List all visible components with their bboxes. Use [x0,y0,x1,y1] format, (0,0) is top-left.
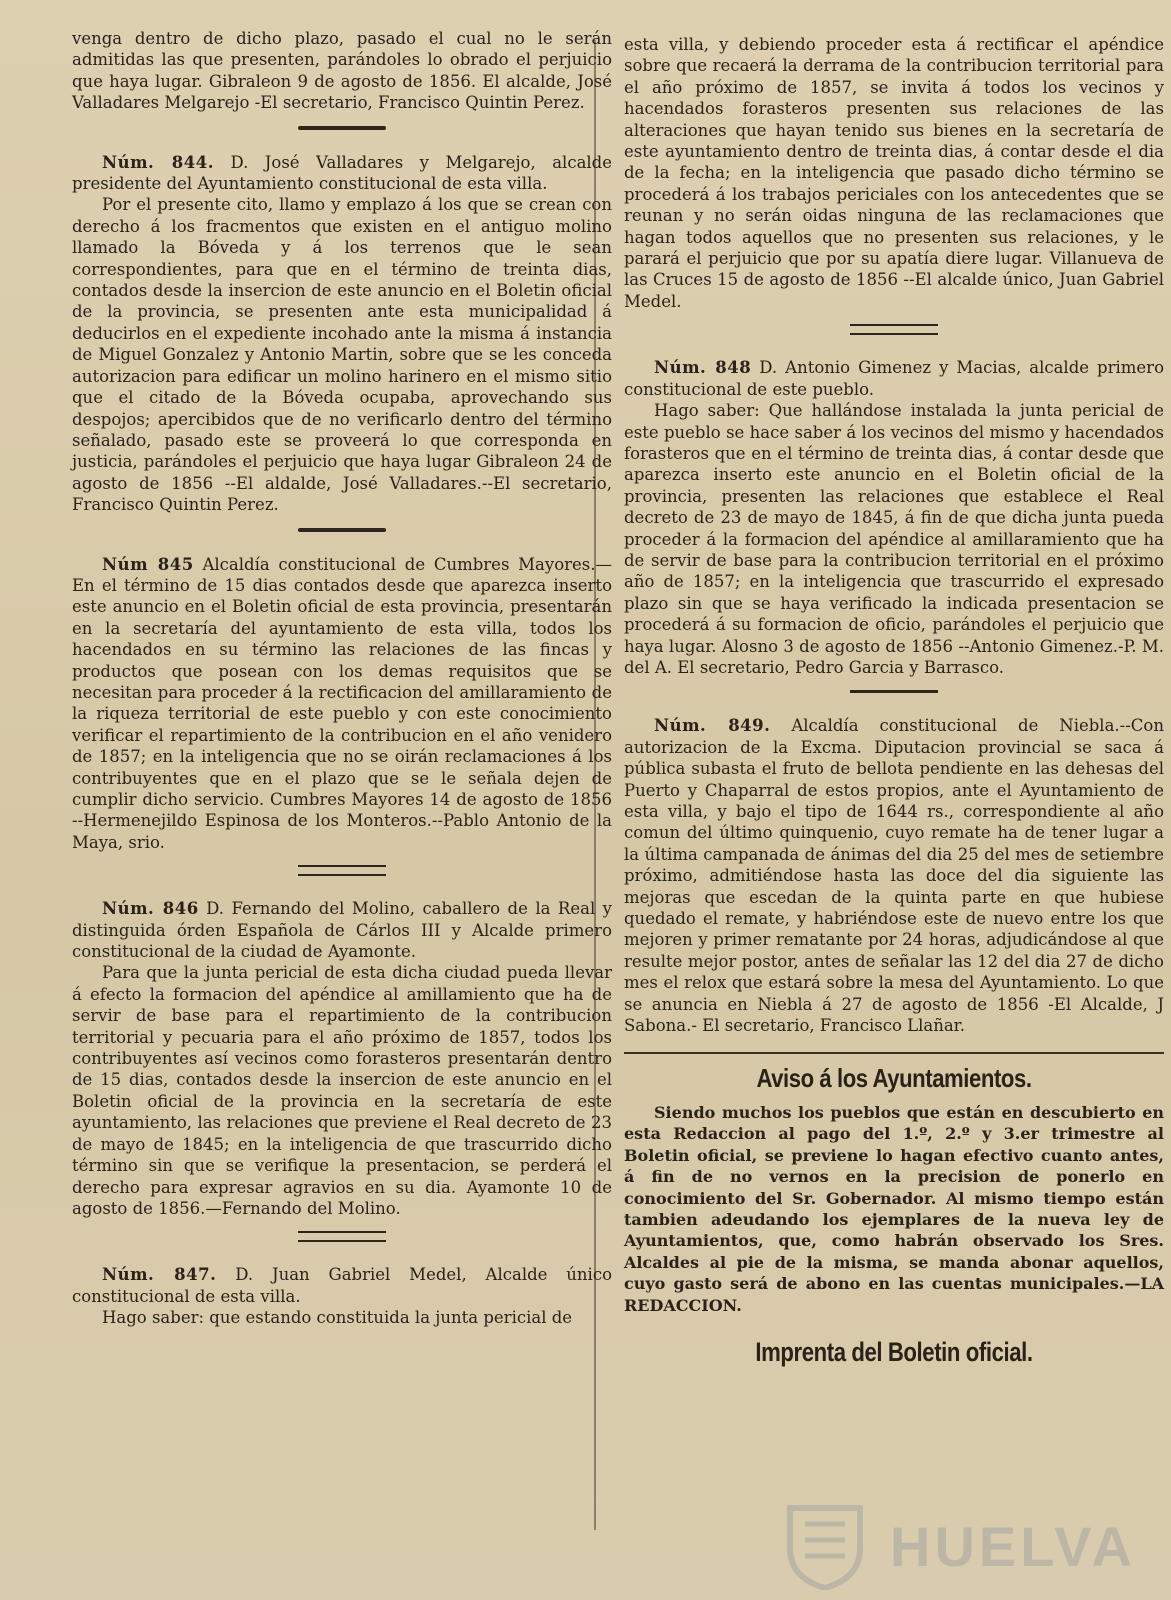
printer-imprint: Imprenta del Boletin oficial. [755,1336,1033,1367]
notice-number: Núm 845 [102,554,194,574]
notice-844-body: Por el presente cito, llamo y emplazo á los que se crean con derecho á los fracmentos que existen en el antiguo molino llamado la Bóveda y á los terrenos que le sean correspondientes, para que en el término de treinta dias, contados desde la insercion de este anuncio en el Boletin oficial de la provincia, se presenten ante esta municipalidad á deducirlos en el expediente incohado ante la misma á instancia de Miguel Gonzalez y Antonio Martin, sobre que se les conceda autorizacion para edificar un molino harinero en el mismo sitio que el citado de la Bóveda ocupaba, aprovechando sus despojos; apercibidos que de no verificarlo dentro del término señalado, pasado este se proveerá lo que corresponda en justicia, parándoles el perjuicio que haya lugar Gibraleon 24 de agosto de 1856 --El aldalde, José Valladares.--El secretario, Francisco Quintin Perez. [72,195,612,515]
notice-number: Núm. 847. [102,1265,217,1285]
left-column [72,28,612,1329]
notice-number: Núm. 849. [654,716,771,736]
aviso-body: Siendo muchos los pueblos que están en descubierto en esta Redaccion al pago del 1.º, 2.º y 3.er trimestre al Boletin oficial, se previene lo hagan efectivo cuanto antes, á fin de no vernos en la precision de ponerlo en conocimiento del Sr. Gobernador. Al mismo tiempo están tambien adeudando los ejemplares de la nueva ley de Ayuntamientos, que, como habrán observado los Sres. Alcaldes al pie de la misma, se manda abonar aquellos, cuyo gasto será de abono en las cuentas municipales.—LA REDACCION. [624,1102,1164,1315]
notice-number: Núm. 844. [102,152,214,172]
section-rule [624,1052,1164,1054]
notice-847-continued: esta villa, y debiendo proceder esta á rectificar el apéndice sobre que recaerá la derrama de la contribucion territorial para el año próximo de 1857, se invita á todos los vecinos y hacendados forasteros presenten sus relaciones de las alteraciones que hayan tenido sus bienes en la secretaría de este ayuntamiento dentro de treinta dias, á contar desde el dia de la fecha; en la inteligencia que pasado dicho término se procederá á los trabajos periciales con los antecedentes que se reunan y no serán oidas ninguna de las reclamaciones que hagan todos aquellos que no presenten sus relaciones, y le parará el perjuicio que por su apatía diere lugar. Villanueva de las Cruces 15 de agosto de 1856 --El alcalde único, Juan Gabriel Medel. [624,35,1164,311]
shield-icon [780,1500,870,1590]
separator [850,324,938,335]
notice-845-body: Núm 845 Alcaldía constitucional de Cumbres Mayores.—En el término de 15 dias contados desde que aparezca inserto este anuncio en el Boletin oficial de esta provincia, presentarán en la secretaría del ayuntamiento de esta villa, todos los hacendados en su término las relaciones de las fincas y productos que posean con los demas requisitos que se necesitan para proceder á la rectificacion del amillaramiento de la riqueza territorial de este pueblo y con este conocimiento verificar el repartimiento de la contribucion en el año venidero de 1857; en la inteligencia que no se oirán reclamaciones á los contribuyentes que en el plazo que se le señala dejen de cumplir dicho servicio. Cumbres Mayores 14 de agosto de 1856 --Hermenejildo Espinosa de los Monteros.--Pablo Antonio de la Maya, srio. [72,554,612,852]
right-column [624,34,1164,1367]
notice-number: Núm. 846 [102,899,199,919]
notice-number: Núm. 848 [654,358,752,378]
notice-847-body: Hago saber: que estando constituida la junta pericial de [102,1308,573,1328]
notice-847-heading: Núm. 847. D. Juan Gabriel Medel, Alcalde único constitucional de esta villa. [72,1265,613,1306]
separator [298,865,386,876]
notice-848-body: Hago saber: Que hallándose instalada la junta pericial de este pueblo se hace saber á los vecinos del mismo y hacendados forasteros que en el término de treinta dias, á contar desde que aparezca inserto este anuncio en el Boletin oficial de la provincia, presenten las relaciones que establece el Real decreto de 23 de mayo de 1845, á fin de que dicha junta pueda proceder á la formacion del apéndice al amillaramiento que ha de servir de base para la contribucion territorial en el próximo año de 1857; en la inteligencia que trascurrido el expresado plazo sin que se haya verificado la indicada presentacion se procederá á su formacion de oficio, parándoles el perjuicio que haya lugar. Alosno 3 de agosto de 1856 --Antonio Gimenez.-P. M. del A. El secretario, Pedro Garcia y Barrasco. [624,401,1164,677]
library-stamp-watermark [780,1500,1160,1590]
notice-846-heading: Núm. 846 D. Fernando del Molino, caballero de la Real y distinguida órden Española de Cárlos III y Alcalde primero constitucional de la ciudad de Ayamonte. [72,899,612,962]
separator [298,126,386,130]
continued-notice: venga dentro de dicho plazo, pasado el cual no le serán admitidas las que presenten, parándoles lo obrado el perjuicio que haya lugar. Gibraleon 9 de agosto de 1856. El alcalde, José Valladares Melgarejo -El secretario, Francisco Quintin Perez. [72,29,612,113]
notice-846-body: Para que la junta pericial de esta dicha ciudad pueda llevar á efecto la formacion del apéndice al amillamiento que ha de servir de base para el repartimiento de la contribucion territorial y pecuaria para el año próximo de 1857, todos los contribuyentes así vecinos como forasteros presentarán dentro de 15 dias, contados desde la insercion de este anuncio en el Boletin oficial de la provincia en la secretaría de este ayuntamiento, las relaciones que previene el Real decreto de 23 de mayo de 1845; en la inteligencia de que trascurrido dicho término sin que se verifique la presentacion, se perderá el derecho para expresar agravios en su dia. Ayamonte 10 de agosto de 1856.—Fernando del Molino. [72,963,612,1218]
separator [298,528,386,532]
notice-848-heading: Núm. 848 D. Antonio Gimenez y Macias, alcalde primero constitucional de este pueblo. [624,358,1164,399]
stamp-text: HUELVA [890,1515,1136,1578]
separator [298,1231,386,1242]
aviso-title: Aviso á los Ayuntamientos. [756,1063,1032,1094]
notice-844-heading: Núm. 844. D. José Valladares y Melgarejo, alcalde presidente del Ayuntamiento constitucional de esta villa. [72,152,613,194]
notice-849-body: Núm. 849. Alcaldía constitucional de Niebla.--Con autorizacion de la Excma. Diputacion provincial se saca á pública subasta el fruto de bellota pendiente en las dehesas del Puerto y Chaparral de estos propios, ante el Ayuntamiento de esta villa, y bajo el tipo de 1644 rs., correspondiente al año comun del último quinquenio, cuyo remate ha de tener lugar a la última campanada de ánimas del dia 25 del mes de setiembre próximo, admitiéndose hasta las doce del dia siguiente las mejoras que escedan de la quinta parte en que hubiese quedado el remate, y habriéndose este de nuevo entre los que mejoren y primer rematante por 24 horas, adjudicándose al que resulte mejor postor, antes de señalar las 12 del dia 27 de dicho mes el relox que estará sobre la mesa del Ayuntamiento. Lo que se anuncia en Niebla á 27 de agosto de 1856 -El Alcalde, J Sabona.- El secretario, Francisco Llañar. [624,716,1164,1036]
separator [850,690,938,693]
